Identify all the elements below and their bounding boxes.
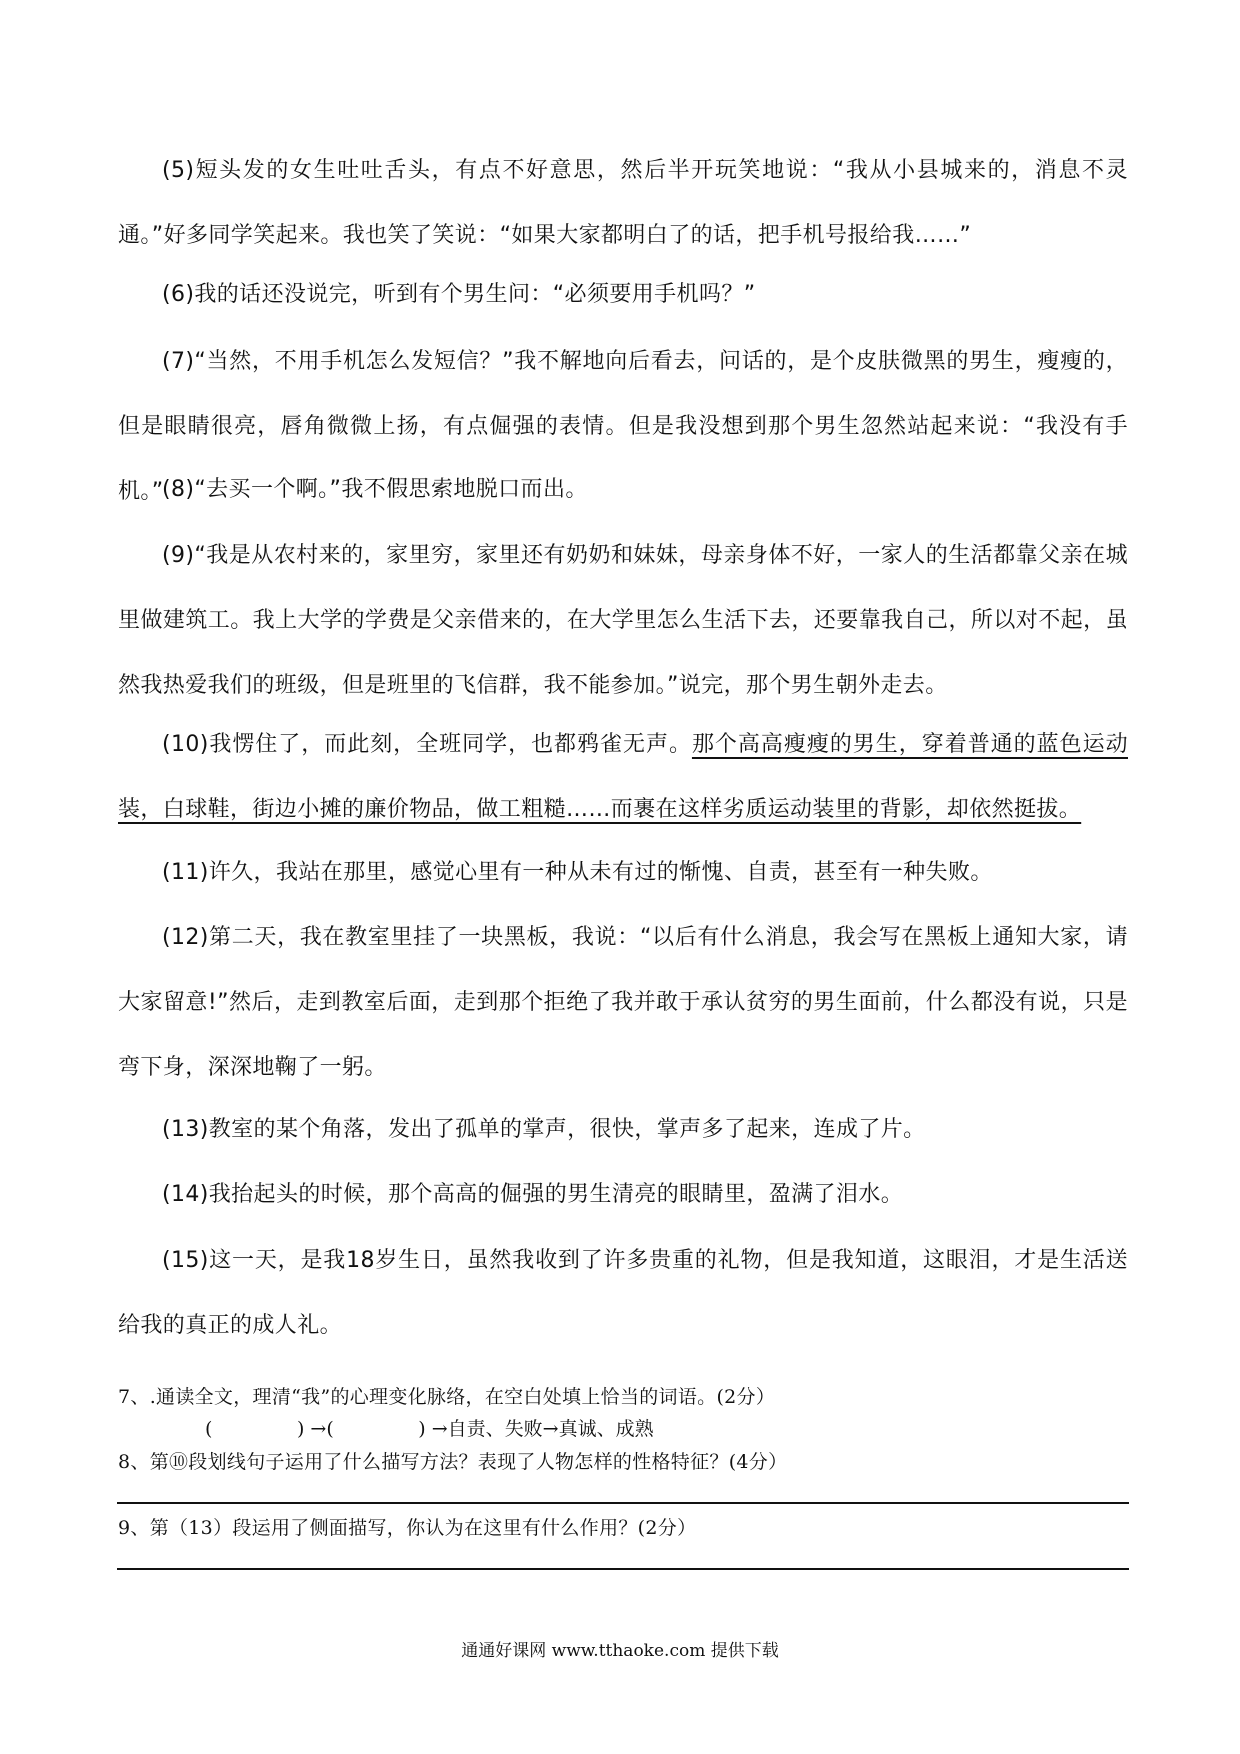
paragraph-7: (7)“当然，不用手机怎么发短信？”我不解地向后看去，问话的，是个皮肤微黑的男生，瘦瘦的，但是眼睛很亮，唇角微微上扬，有点倔强的表情。但是我没想到那个男生忽然站起来说：“我没有手机。” [118,349,1128,504]
paragraph-5: (5)短头发的女生吐吐舌头，有点不好意思，然后半开玩笑地说：“我从小县城来的，消息不灵通。”好多同学笑起来。我也笑了笑说：“如果大家都明白了的话，把手机号报给我……” [118,158,1128,248]
paragraph-8: (8)“去买一个啊。”我不假思索地脱口而出。 [162,477,588,502]
paragraph-10-lead: (10)我愣住了，而此刻，全班同学，也都鸦雀无声。 [162,732,692,757]
question-8: 8、第⑩段划线句子运用了什么描写方法？表现了人物怎样的性格特征？(4分） [118,1451,788,1473]
paragraph-10 [118,712,1128,842]
question-8-answer-line[interactable] [117,1502,1129,1504]
paragraph-9: (9)“我是从农村来的，家里穷，家里还有奶奶和妹妹，母亲身体不好，一家人的生活都靠父亲在城里做建筑工。我上大学的学费是父亲借来的，在大学里怎么生活下去，还要靠我自己，所以对不起，虽然我热爱我们的班级，但是班里的飞信群，我不能参加。”说完，那个男生朝外走去。 [118,543,1128,698]
paragraph-14: (14)我抬起头的时候，那个高高的倔强的男生清亮的眼睛里，盈满了泪水。 [162,1182,904,1207]
paragraph-15: (15)这一天，是我18岁生日，虽然我收到了许多贵重的礼物，但是我知道，这眼泪，才是生活送给我的真正的成人礼。 [118,1248,1128,1338]
paragraph-11: (11)许久，我站在那里，感觉心里有一种从未有过的惭愧、自责，甚至有一种失败。 [162,860,993,885]
paragraph-6: (6)我的话还没说完，听到有个男生问：“必须要用手机吗？” [162,282,756,307]
question-7: 7、.通读全文，理清“我”的心理变化脉络，在空白处填上恰当的词语。(2分） [118,1386,776,1408]
question-7-answer-blanks[interactable]: ( ) →( ) →自责、失败→真诚、成熟 [205,1418,654,1440]
question-9-answer-line[interactable] [117,1568,1129,1570]
paragraph-10-underlined-sentence: 那个高高瘦瘦的男生，穿着普通的蓝色运动装，白球鞋，街边小摊的廉价物品，做工粗糙……而裹在这样劣质运动装里的背影，却依然挺拔。 [118,732,1128,822]
paragraph-12: (12)第二天，我在教室里挂了一块黑板，我说：“以后有什么消息，我会写在黑板上通知大家，请大家留意!”然后，走到教室后面，走到那个拒绝了我并敢于承认贫穷的男生面前，什么都没有说，只是弯下身，深深地鞠了一躬。 [118,925,1128,1080]
paragraph-13: (13)教室的某个角落，发出了孤单的掌声，很快，掌声多了起来，连成了片。 [162,1117,926,1142]
question-9: 9、第（13）段运用了侧面描写，你认为在这里有什么作用？(2分） [118,1517,697,1539]
page-footer: 通通好课网 www.tthaoke.com 提供下载 [461,1641,779,1661]
